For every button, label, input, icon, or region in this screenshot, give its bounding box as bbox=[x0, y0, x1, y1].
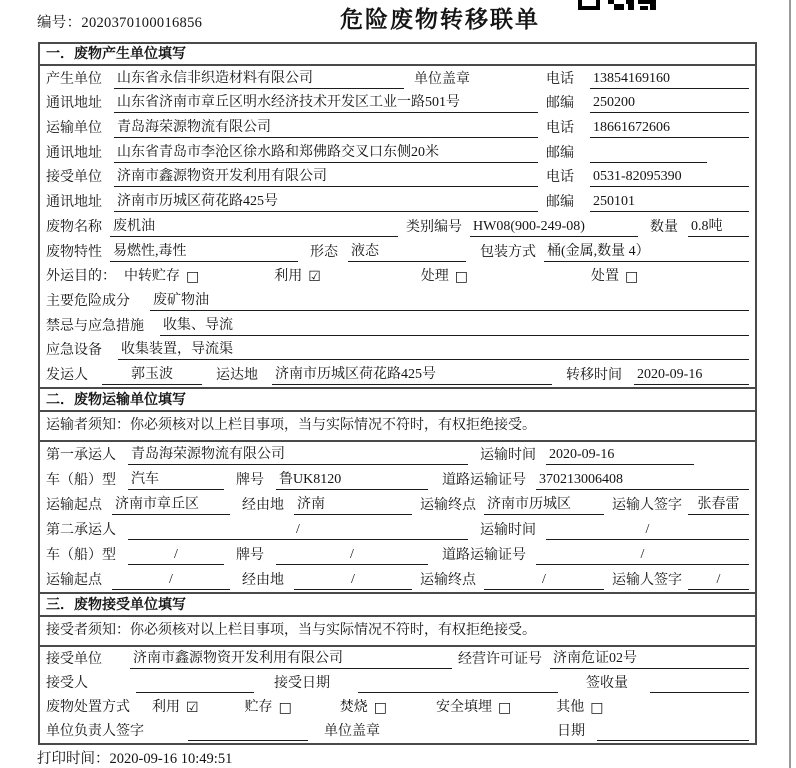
road-license-label: 道路运输证号 bbox=[442, 472, 526, 488]
endpoint-value: 济南市历城区 bbox=[484, 496, 604, 515]
print-time bbox=[37, 747, 232, 768]
receiver-unit-label: 接受单位 bbox=[46, 170, 102, 186]
disposal-method-row bbox=[40, 695, 755, 719]
section-2-header: 二．废物运输单位填写 bbox=[40, 387, 755, 412]
vehicle-type-2-value: / bbox=[128, 546, 224, 565]
transporter-sign-value: 张春雷 bbox=[688, 496, 749, 515]
doc-number-label: 编号： bbox=[37, 15, 82, 31]
address-label: 通讯地址 bbox=[46, 96, 102, 112]
option-utilize: 利用 ☑ bbox=[274, 269, 321, 286]
accept-date-label: 接受日期 bbox=[274, 675, 330, 691]
emergency-equipment-label: 应急设备 bbox=[46, 343, 102, 359]
qr-code-partial bbox=[578, 0, 658, 12]
section-1-header: 一．废物产生单位填写 bbox=[40, 44, 755, 66]
date-label: 日期 bbox=[557, 723, 585, 739]
section-2-body bbox=[40, 442, 755, 592]
producer-unit-label: 产生单位 bbox=[46, 71, 102, 87]
print-time-label: 打印时间： bbox=[37, 751, 110, 767]
transporter-sign-2-value: / bbox=[688, 571, 749, 590]
endpoint-label: 运输终点 bbox=[420, 572, 476, 588]
taboo-measures-value: 收集、导流 bbox=[160, 317, 749, 336]
accept-unit-label: 接受单位 bbox=[46, 651, 102, 667]
responsible-sign-row bbox=[40, 719, 755, 743]
origin-2-value: / bbox=[112, 571, 230, 590]
unit-seal-label: 单位盖章 bbox=[324, 723, 380, 739]
hazard-components-label: 主要危险成分 bbox=[46, 293, 130, 309]
transfer-purpose-label: 外运目的： bbox=[46, 269, 116, 285]
checkbox-other: □ bbox=[590, 699, 604, 716]
option-treat: 处理 □ bbox=[420, 269, 469, 286]
option-store: 贮存 □ bbox=[244, 699, 292, 716]
transfer-time-value: 2020-09-16 bbox=[634, 366, 749, 385]
quantity-label: 数量 bbox=[650, 219, 678, 235]
first-carrier-label: 第一承运人 bbox=[46, 447, 116, 463]
shipper-label: 发运人 bbox=[46, 367, 88, 383]
scan-edge-line bbox=[789, 0, 791, 768]
accept-person-row bbox=[40, 671, 755, 695]
transport-time-2-value: / bbox=[546, 521, 749, 540]
accept-person-value bbox=[136, 692, 254, 693]
zip-label: 邮编 bbox=[546, 96, 574, 112]
plate-2-value: / bbox=[276, 546, 428, 565]
option-dispose: 处置 □ bbox=[591, 269, 639, 286]
plate-value: 鲁UK8120 bbox=[276, 471, 428, 490]
transport-time-label: 运输时间 bbox=[480, 447, 536, 463]
option-other: 其他 □ bbox=[556, 699, 604, 716]
via-label: 经由地 bbox=[242, 497, 284, 513]
transporter-address-value: 山东省青岛市李沧区徐水路和郑佛路交叉口东侧20米 bbox=[114, 144, 538, 163]
plate-label: 牌号 bbox=[236, 472, 264, 488]
transport-time-label: 运输时间 bbox=[480, 522, 536, 538]
quantity-value: 0.8吨 bbox=[688, 218, 749, 237]
phone-label: 电话 bbox=[546, 170, 574, 186]
transporter-sign-label: 运输人签字 bbox=[612, 572, 682, 588]
transport-time-value: 2020-09-16 bbox=[546, 446, 694, 465]
unit-seal-label: 单位盖章 bbox=[414, 71, 470, 87]
waste-name-label: 废物名称 bbox=[46, 219, 102, 235]
via-label: 经由地 bbox=[242, 572, 284, 588]
vehicle-row-2 bbox=[40, 542, 755, 567]
shipper-value: 郭玉波 bbox=[102, 366, 202, 385]
form-label: 形态 bbox=[310, 244, 338, 260]
signed-amount-label: 签收量 bbox=[586, 675, 628, 691]
receiver-zip-value: 250101 bbox=[590, 193, 749, 212]
checkbox-store: □ bbox=[278, 699, 292, 716]
receiver-row bbox=[40, 165, 755, 190]
accept-person-label: 接受人 bbox=[46, 675, 88, 691]
producer-phone-value: 13854169160 bbox=[590, 70, 749, 89]
endpoint-2-value: / bbox=[484, 571, 604, 590]
shipper-row bbox=[40, 362, 755, 387]
responsible-sign-label: 单位负责人签字 bbox=[46, 723, 144, 739]
waste-character-row bbox=[40, 239, 755, 264]
option-utilize: 利用 ☑ bbox=[152, 699, 199, 716]
vehicle-row-1 bbox=[40, 467, 755, 492]
packing-label: 包装方式 bbox=[480, 244, 536, 260]
vehicle-type-value: 汽车 bbox=[128, 471, 224, 490]
producer-address-row bbox=[40, 91, 755, 116]
permit-label: 经营许可证号 bbox=[458, 651, 542, 667]
section-3-header: 三．废物接受单位填写 bbox=[40, 592, 755, 617]
transporter-unit-label: 运输单位 bbox=[46, 121, 102, 137]
zip-label: 邮编 bbox=[546, 195, 574, 211]
signed-amount-value bbox=[650, 692, 749, 693]
emergency-equipment-row bbox=[40, 338, 755, 363]
category-code-label: 类别编号 bbox=[406, 219, 462, 235]
origin-label: 运输起点 bbox=[46, 497, 102, 513]
section-1-body bbox=[40, 66, 755, 387]
option-transit-storage: 中转贮存 □ bbox=[124, 269, 200, 286]
endpoint-label: 运输终点 bbox=[420, 497, 476, 513]
via-2-value: / bbox=[294, 571, 412, 590]
accept-date-value bbox=[358, 692, 558, 693]
transporter-unit-value: 青岛海荣源物流有限公司 bbox=[114, 119, 538, 138]
section-2-notice: 运输者须知：你必须核对以上栏目事项，当与实际情况不符时，有权拒绝接受。 bbox=[40, 412, 755, 442]
manifest-form bbox=[38, 42, 757, 745]
option-incinerate: 焚烧 □ bbox=[339, 699, 388, 716]
second-carrier-value: / bbox=[128, 521, 468, 540]
taboo-measures-row bbox=[40, 313, 755, 338]
checkbox-treat: □ bbox=[454, 269, 469, 286]
road-license-label: 道路运输证号 bbox=[442, 547, 526, 563]
destination-label: 运达地 bbox=[216, 367, 258, 383]
producer-row bbox=[40, 66, 755, 91]
hazard-components-value: 废矿物油 bbox=[150, 292, 749, 311]
route-row-2 bbox=[40, 567, 755, 592]
waste-character-value: 易燃性,毒性 bbox=[110, 243, 298, 262]
transporter-phone-value: 18661672606 bbox=[590, 119, 749, 138]
checkbox-landfill: □ bbox=[498, 699, 512, 716]
receiver-unit-value: 济南市鑫源物资开发利用有限公司 bbox=[114, 168, 538, 187]
producer-zip-value: 250200 bbox=[590, 94, 749, 113]
road-license-2-value: / bbox=[536, 546, 749, 565]
transfer-time-label: 转移时间 bbox=[566, 367, 622, 383]
option-landfill: 安全填埋 □ bbox=[436, 699, 512, 716]
checkbox-utilize: ☑ bbox=[186, 699, 199, 716]
first-carrier-row bbox=[40, 442, 755, 467]
checkbox-utilize: ☑ bbox=[308, 269, 321, 286]
print-time-value: 2020-09-16 10:49:51 bbox=[109, 751, 233, 767]
second-carrier-row bbox=[40, 517, 755, 542]
page-title: 危险废物转移联单 bbox=[340, 6, 540, 32]
transporter-row bbox=[40, 115, 755, 140]
checkbox-transit-storage: □ bbox=[186, 269, 200, 286]
receiver-address-row bbox=[40, 189, 755, 214]
packing-value: 桶(金属,数量 4） bbox=[544, 243, 749, 262]
accept-unit-value: 济南市鑫源物资开发利用有限公司 bbox=[130, 650, 452, 669]
receiver-address-value: 济南市历城区荷花路425号 bbox=[114, 193, 538, 212]
waste-character-label: 废物特性 bbox=[46, 244, 102, 260]
transfer-purpose-row bbox=[40, 264, 755, 289]
phone-label: 电话 bbox=[546, 71, 574, 87]
waste-name-value: 废机油 bbox=[110, 218, 398, 237]
form-value: 液态 bbox=[348, 243, 466, 262]
emergency-equipment-value: 收集装置，导流渠 bbox=[118, 341, 749, 360]
address-label: 通讯地址 bbox=[46, 195, 102, 211]
permit-value: 济南危证02号 bbox=[550, 650, 749, 669]
transporter-address-row bbox=[40, 140, 755, 165]
disposal-method-label: 废物处置方式 bbox=[46, 699, 130, 715]
via-value: 济南 bbox=[294, 496, 412, 515]
road-license-value: 370213006408 bbox=[536, 471, 749, 490]
section-3-notice: 接受者须知：你必须核对以上栏目事项，当与实际情况不符时，有权拒绝接受。 bbox=[40, 617, 755, 647]
vehicle-type-label: 车（船）型 bbox=[46, 547, 116, 563]
phone-label: 电话 bbox=[546, 121, 574, 137]
producer-unit-value: 山东省永信非织造材料有限公司 bbox=[114, 70, 404, 89]
accept-unit-row bbox=[40, 647, 755, 671]
route-row-1 bbox=[40, 492, 755, 517]
checkbox-incinerate: □ bbox=[373, 699, 388, 716]
second-carrier-label: 第二承运人 bbox=[46, 522, 116, 538]
origin-label: 运输起点 bbox=[46, 572, 102, 588]
responsible-sign-value bbox=[188, 740, 308, 741]
checkbox-dispose: □ bbox=[625, 269, 639, 286]
transporter-zip-value bbox=[590, 162, 707, 163]
destination-value: 济南市历城区荷花路425号 bbox=[272, 366, 552, 385]
origin-value: 济南市章丘区 bbox=[112, 496, 230, 515]
first-carrier-value: 青岛海荣源物流有限公司 bbox=[128, 446, 468, 465]
address-label: 通讯地址 bbox=[46, 145, 102, 161]
category-code-value: HW08(900-249-08) bbox=[470, 218, 638, 237]
plate-label: 牌号 bbox=[236, 547, 264, 563]
receiver-phone-value: 0531-82095390 bbox=[590, 168, 749, 187]
doc-number-value: 2020370100016856 bbox=[81, 15, 203, 31]
section-3-body bbox=[40, 647, 755, 743]
taboo-measures-label: 禁忌与应急措施 bbox=[46, 318, 144, 334]
hazard-components-row bbox=[40, 288, 755, 313]
vehicle-type-label: 车（船）型 bbox=[46, 472, 116, 488]
producer-address-value: 山东省济南市章丘区明水经济技术开发区工业一路501号 bbox=[114, 94, 538, 113]
zip-label: 邮编 bbox=[546, 145, 574, 161]
date-value bbox=[597, 740, 749, 741]
transporter-sign-label: 运输人签字 bbox=[612, 497, 682, 513]
waste-name-row bbox=[40, 214, 755, 239]
